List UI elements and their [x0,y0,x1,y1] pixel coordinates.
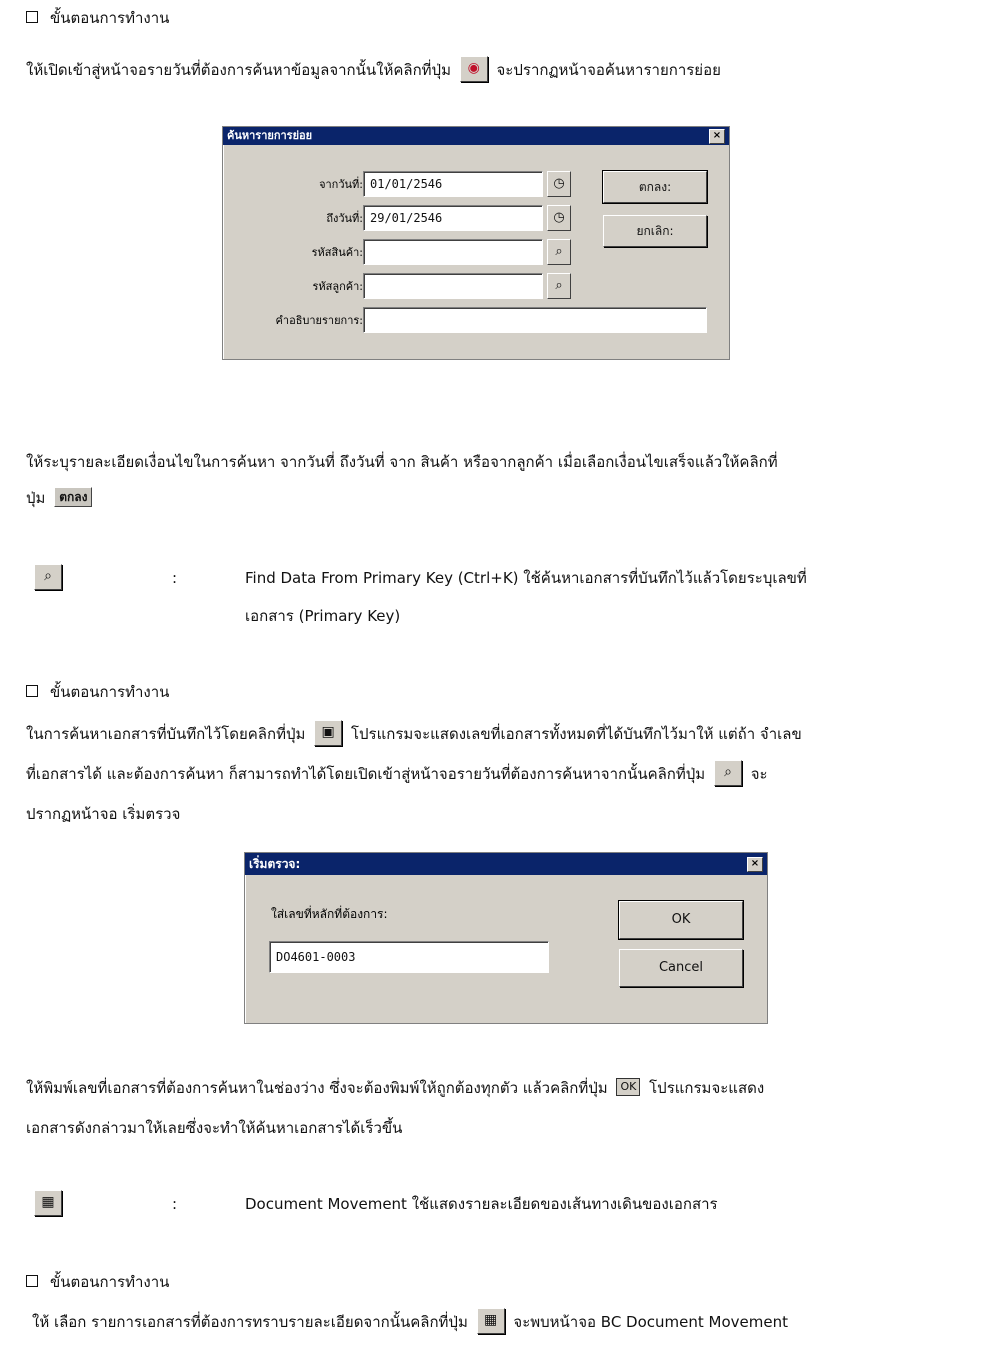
customer-code-label: รหัสลูกค้า: [312,280,363,293]
para-3-line-2: เอกสารดังกล่าวมาให้เลยซึ่งจะทำให้ค้นหาเอกสารได้เร็วขึ้น [26,1119,403,1137]
cancel-button[interactable]: Cancel [619,949,743,987]
calendar-icon[interactable]: ◷ [547,205,571,231]
calendar-icon[interactable]: ◷ [547,171,571,197]
lookup-magnifier-icon[interactable]: ⌕ [547,239,571,265]
description-label: คำอธิบายรายการ: [275,314,363,327]
section-2-line-1: ในการค้นหาเอกสารที่บันทึกไว้โดยคลิกที่ปุ่ม ▣ โปรแกรมจะแสดงเลขที่เอกสารทั้งหมดที่ได้บันทึกไว้มาให้ แต่ถ้า จำเลข [26,718,802,750]
def-2-colon: : [172,1195,178,1213]
network-tree-icon: ▦ [34,1190,62,1216]
lookup-magnifier-icon[interactable]: ⌕ [547,273,571,299]
search-subitems-dialog [222,126,730,360]
browse-documents-icon: ▣ [314,720,342,746]
section-3-heading: ขั้นตอนการทำงาน [26,1266,169,1298]
magnifier-page-icon: ⌕ [34,564,62,590]
section-1-heading: ขั้นตอนการทำงาน [26,2,169,34]
from-date-input[interactable]: 01/01/2546 [363,171,543,197]
ok-button[interactable]: ตกลง: [603,171,707,203]
ok-button-image: OK [616,1078,640,1096]
def-1-colon: : [172,569,178,587]
document-movement-icon [34,1192,64,1218]
subsearch-toolbar-icon: ◉ [460,56,488,82]
prompt-label: ใส่เลขที่หลักที่ต้องการ: [271,907,388,921]
dialog-title: ค้นหารายการย่อย × [223,127,729,145]
close-icon[interactable]: × [747,857,763,872]
magnifier-page-icon: ⌕ [714,760,742,786]
section-2-heading: ขั้นตอนการทำงาน [26,676,169,708]
description-input[interactable] [363,307,707,333]
checkbox-bullet-icon [26,11,38,23]
para-2-line-2: ปุ่ม ตกลง [26,482,96,514]
def-1-line-2: เอกสาร (Primary Key) [245,607,401,625]
section-3-line-1: ให้ เลือก รายการเอกสารที่ต้องการทราบรายละเอียดจากนั้นคลิกที่ปุ่ม ▦ จะพบหน้าจอ BC Document Movement [32,1306,788,1338]
def-1-line-1: Find Data From Primary Key (Ctrl+K) ใช้ค้นหาเอกสารที่บันทึกไว้แล้วโดยระบุเลขที่ [245,569,807,587]
from-date-label: จากวันที่: [319,178,363,191]
product-code-label: รหัสสินค้า: [311,246,363,259]
find-primary-key-icon [34,566,64,592]
section-2-line-2: ที่เอกสารได้ และต้องการค้นหา ก็สามารถทำได้โดยเปิดเข้าสู่หน้าจอรายวันที่ต้องการค้นหาจากนั้นคลิกที่ปุ่ม ⌕ จะ [26,758,768,790]
cancel-button[interactable]: ยกเลิก: [603,215,707,247]
dialog-title: เริ่มตรวจ: × [245,853,767,875]
section-2-line-3: ปรากฏหน้าจอ เริ่มตรวจ [26,805,181,823]
checkbox-bullet-icon [26,1275,38,1287]
product-code-input[interactable] [363,239,543,265]
checkbox-bullet-icon [26,685,38,697]
close-icon[interactable]: × [709,129,725,144]
to-date-label: ถึงวันที่: [326,212,363,225]
def-2-line-1: Document Movement ใช้แสดงรายละเอียดของเส้นทางเดินของเอกสาร [245,1195,718,1213]
customer-code-input[interactable] [363,273,543,299]
network-tree-icon: ▦ [477,1308,505,1334]
start-check-dialog [244,852,768,1024]
section-1-text: ให้เปิดเข้าสู่หน้าจอรายวันที่ต้องการค้นหาข้อมูลจากนั้นให้คลิกที่ปุ่ม ◉ จะปรากฏหน้าจอค้นหารายการย่อย [26,54,721,86]
ok-button-image: ตกลง [54,487,92,507]
ok-button[interactable]: OK [619,901,743,939]
to-date-input[interactable]: 29/01/2546 [363,205,543,231]
para-3-line-1: ให้พิมพ์เลขที่เอกสารที่ต้องการค้นหาในช่องว่าง ซึ่งจะต้องพิมพ์ให้ถูกต้องทุกตัว แล้วคลิกที่ปุ่ม OK โปรแกรมจะแสดง [26,1079,765,1097]
document-number-input[interactable]: DO4601-0003 [269,941,549,973]
para-2-line-1: ให้ระบุรายละเอียดเงื่อนไขในการค้นหา จากวันที่ ถึงวันที่ จาก สินค้า หรือจากลูกค้า เมื่อเลือกเงื่อนไขเสร็จแล้วให้คลิกที่ [26,453,778,471]
